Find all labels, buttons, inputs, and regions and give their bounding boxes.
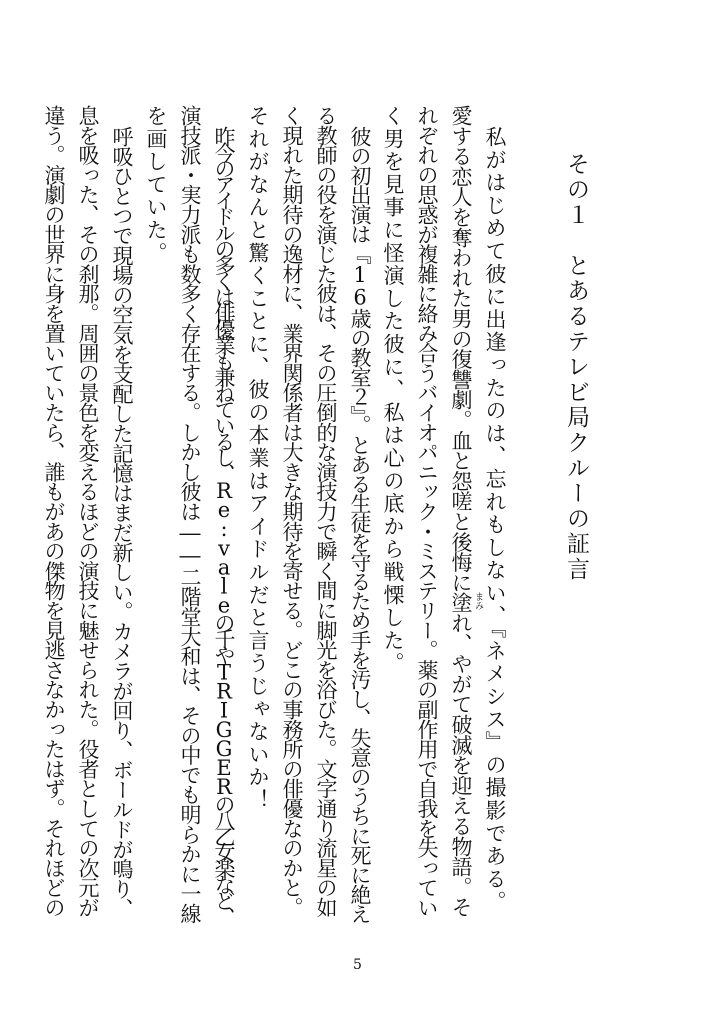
page-number: 5 bbox=[353, 957, 362, 973]
text-line: 息を吸った、その刹那。周囲の景色を変えるほどの演技に魅せられた。役者としての次元が bbox=[76, 105, 100, 917]
text-line: 呼吸ひとつで現場の空気を支配した記憶はまだ新しい。カメラが回り、ボールドが鳴り、 bbox=[110, 126, 134, 919]
text-line: 違う。演劇の世界に身を置いていたら、誰もがあの傑物を見逃さなかったはず。それほどの bbox=[42, 105, 66, 917]
text-line: 愛する恋人を奪われた男の復讐劇。血と怨嗟と後悔に塗れ、やがて破滅を迎える物語。そ bbox=[449, 105, 473, 918]
chapter-title: その１ とあるテレビ局クルーの証言 bbox=[563, 152, 589, 583]
text-line: 彼の初出演は『16歳の教室２』。とある生徒を守るため手を汚し、失意のうちに死に絶え bbox=[348, 126, 372, 924]
text-line: 昨今のアイドルの多くは俳優業も兼ねているし、Re:valeの千やTRIGGERの八乙女楽など、 bbox=[212, 126, 236, 923]
text-line: る教師の役を演じた彼は、その圧倒的な演技力で瞬く間に脚光を浴びた。文字通り流星の如 bbox=[314, 105, 338, 917]
text-line: それがなんと驚くことに、彼の本業はアイドルだと言うじゃないか！ bbox=[246, 105, 270, 812]
text-line: れぞれの思惑が複雑に絡み合うバイオパニック・ミステリー。薬の副作用で自我を失ってい bbox=[415, 105, 439, 917]
text-line: く男を見事に怪演した彼に、私は心の底から戦慄した。 bbox=[381, 105, 405, 675]
text-line: 演技派・実力派も数多く存在する。しかし彼は――二階堂大和は、その中でも明らかに一線 bbox=[178, 105, 202, 923]
text-line: く現れた期待の逸材に、業界関係者は大きな期待を寄せる。どこの事務所の俳優なのかと。 bbox=[280, 105, 304, 917]
furigana: まみ bbox=[473, 592, 483, 610]
text-line: を画していた。 bbox=[144, 105, 168, 265]
text-line: 私がはじめて彼に出逢ったのは、忘れもしない、『ネメシス』の撮影である。 bbox=[483, 126, 507, 914]
